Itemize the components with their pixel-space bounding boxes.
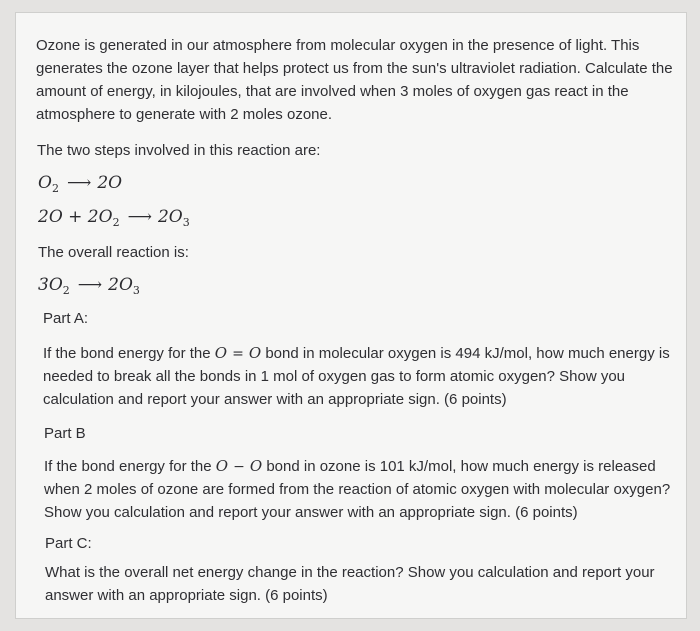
- question-page: [15, 12, 687, 619]
- intro-line-2: generates the ozone layer that helps protect us from the sun's ultraviolet radiation. Calculate the: [36, 60, 673, 77]
- part-a-text-start: If the bond energy for the: [43, 345, 215, 362]
- part-a-label: Part A:: [43, 310, 89, 327]
- equation-step-1: [38, 172, 122, 194]
- reaction-arrow-icon: ⟶: [66, 173, 92, 193]
- part-b-text-start: If the bond energy for the: [44, 458, 216, 475]
- part-b-label: Part B: [44, 425, 86, 442]
- part-c-label: Part C:: [45, 535, 92, 552]
- part-a-line-3: calculation and report your answer with an appropriate sign. (6 points): [43, 391, 507, 408]
- reaction-arrow-icon: ⟶: [77, 275, 103, 295]
- part-c-line-1: What is the overall net energy change in the reaction? Show you calculation and report your: [45, 564, 655, 581]
- eq3-lhs-subscript: 2: [62, 284, 70, 297]
- oxygen-atom-symbol: O: [249, 457, 263, 475]
- oxygen-atom-symbol: O: [214, 344, 228, 362]
- eq3-rhs-subscript: 3: [132, 284, 140, 297]
- part-a-line-2: needed to break all the bonds in 1 mol of oxygen gas to form atomic oxygen? Show you: [43, 368, 626, 385]
- part-b-line-3: Show you calculation and report your answer with an appropriate sign. (6 points): [44, 504, 578, 521]
- eq2-rhs-subscript: 3: [182, 216, 190, 229]
- part-c-line-2: answer with an appropriate sign. (6 points): [45, 587, 328, 604]
- part-a-text-end: bond in molecular oxygen is 494 kJ/mol, how much energy is: [261, 345, 670, 362]
- overall-heading: The overall reaction is:: [38, 244, 189, 261]
- oxygen-atom-symbol: O: [215, 457, 229, 475]
- part-a-line-1: [43, 342, 670, 366]
- eq2-rhs: 2O: [157, 207, 183, 227]
- eq1-lhs: O: [38, 173, 52, 193]
- eq3-lhs: 3O: [38, 275, 63, 295]
- eq1-rhs: 2O: [97, 173, 123, 193]
- equation-overall: [38, 274, 140, 296]
- intro-line-4: atmosphere to generate with 2 moles ozone.: [36, 106, 333, 123]
- eq3-rhs: 2O: [108, 275, 133, 295]
- reaction-arrow-icon: ⟶: [127, 207, 152, 227]
- intro-line-3: amount of energy, in kilojoules, that are involved when 3 moles of oxygen gas react in the: [36, 83, 629, 100]
- eq2-lhs-subscript: 2: [112, 216, 120, 229]
- part-b-text-end: bond in ozone is 101 kJ/mol, how much energy is released: [262, 458, 656, 475]
- steps-heading: The two steps involved in this reaction are:: [37, 142, 321, 159]
- eq1-lhs-subscript: 2: [51, 182, 59, 195]
- intro-line-1: Ozone is generated in our atmosphere from molecular oxygen in the presence of light. This: [36, 37, 640, 54]
- equation-step-2: [38, 206, 190, 228]
- part-b-line-1: [44, 455, 656, 479]
- double-bond-symbol: =: [232, 346, 244, 362]
- single-bond-symbol: −: [233, 459, 245, 475]
- oxygen-atom-symbol: O: [248, 344, 262, 362]
- eq2-lhs: 2O + 2O: [38, 207, 113, 227]
- part-b-line-2: when 2 moles of ozone are formed from the reaction of atomic oxygen with molecular oxygen?: [44, 481, 671, 498]
